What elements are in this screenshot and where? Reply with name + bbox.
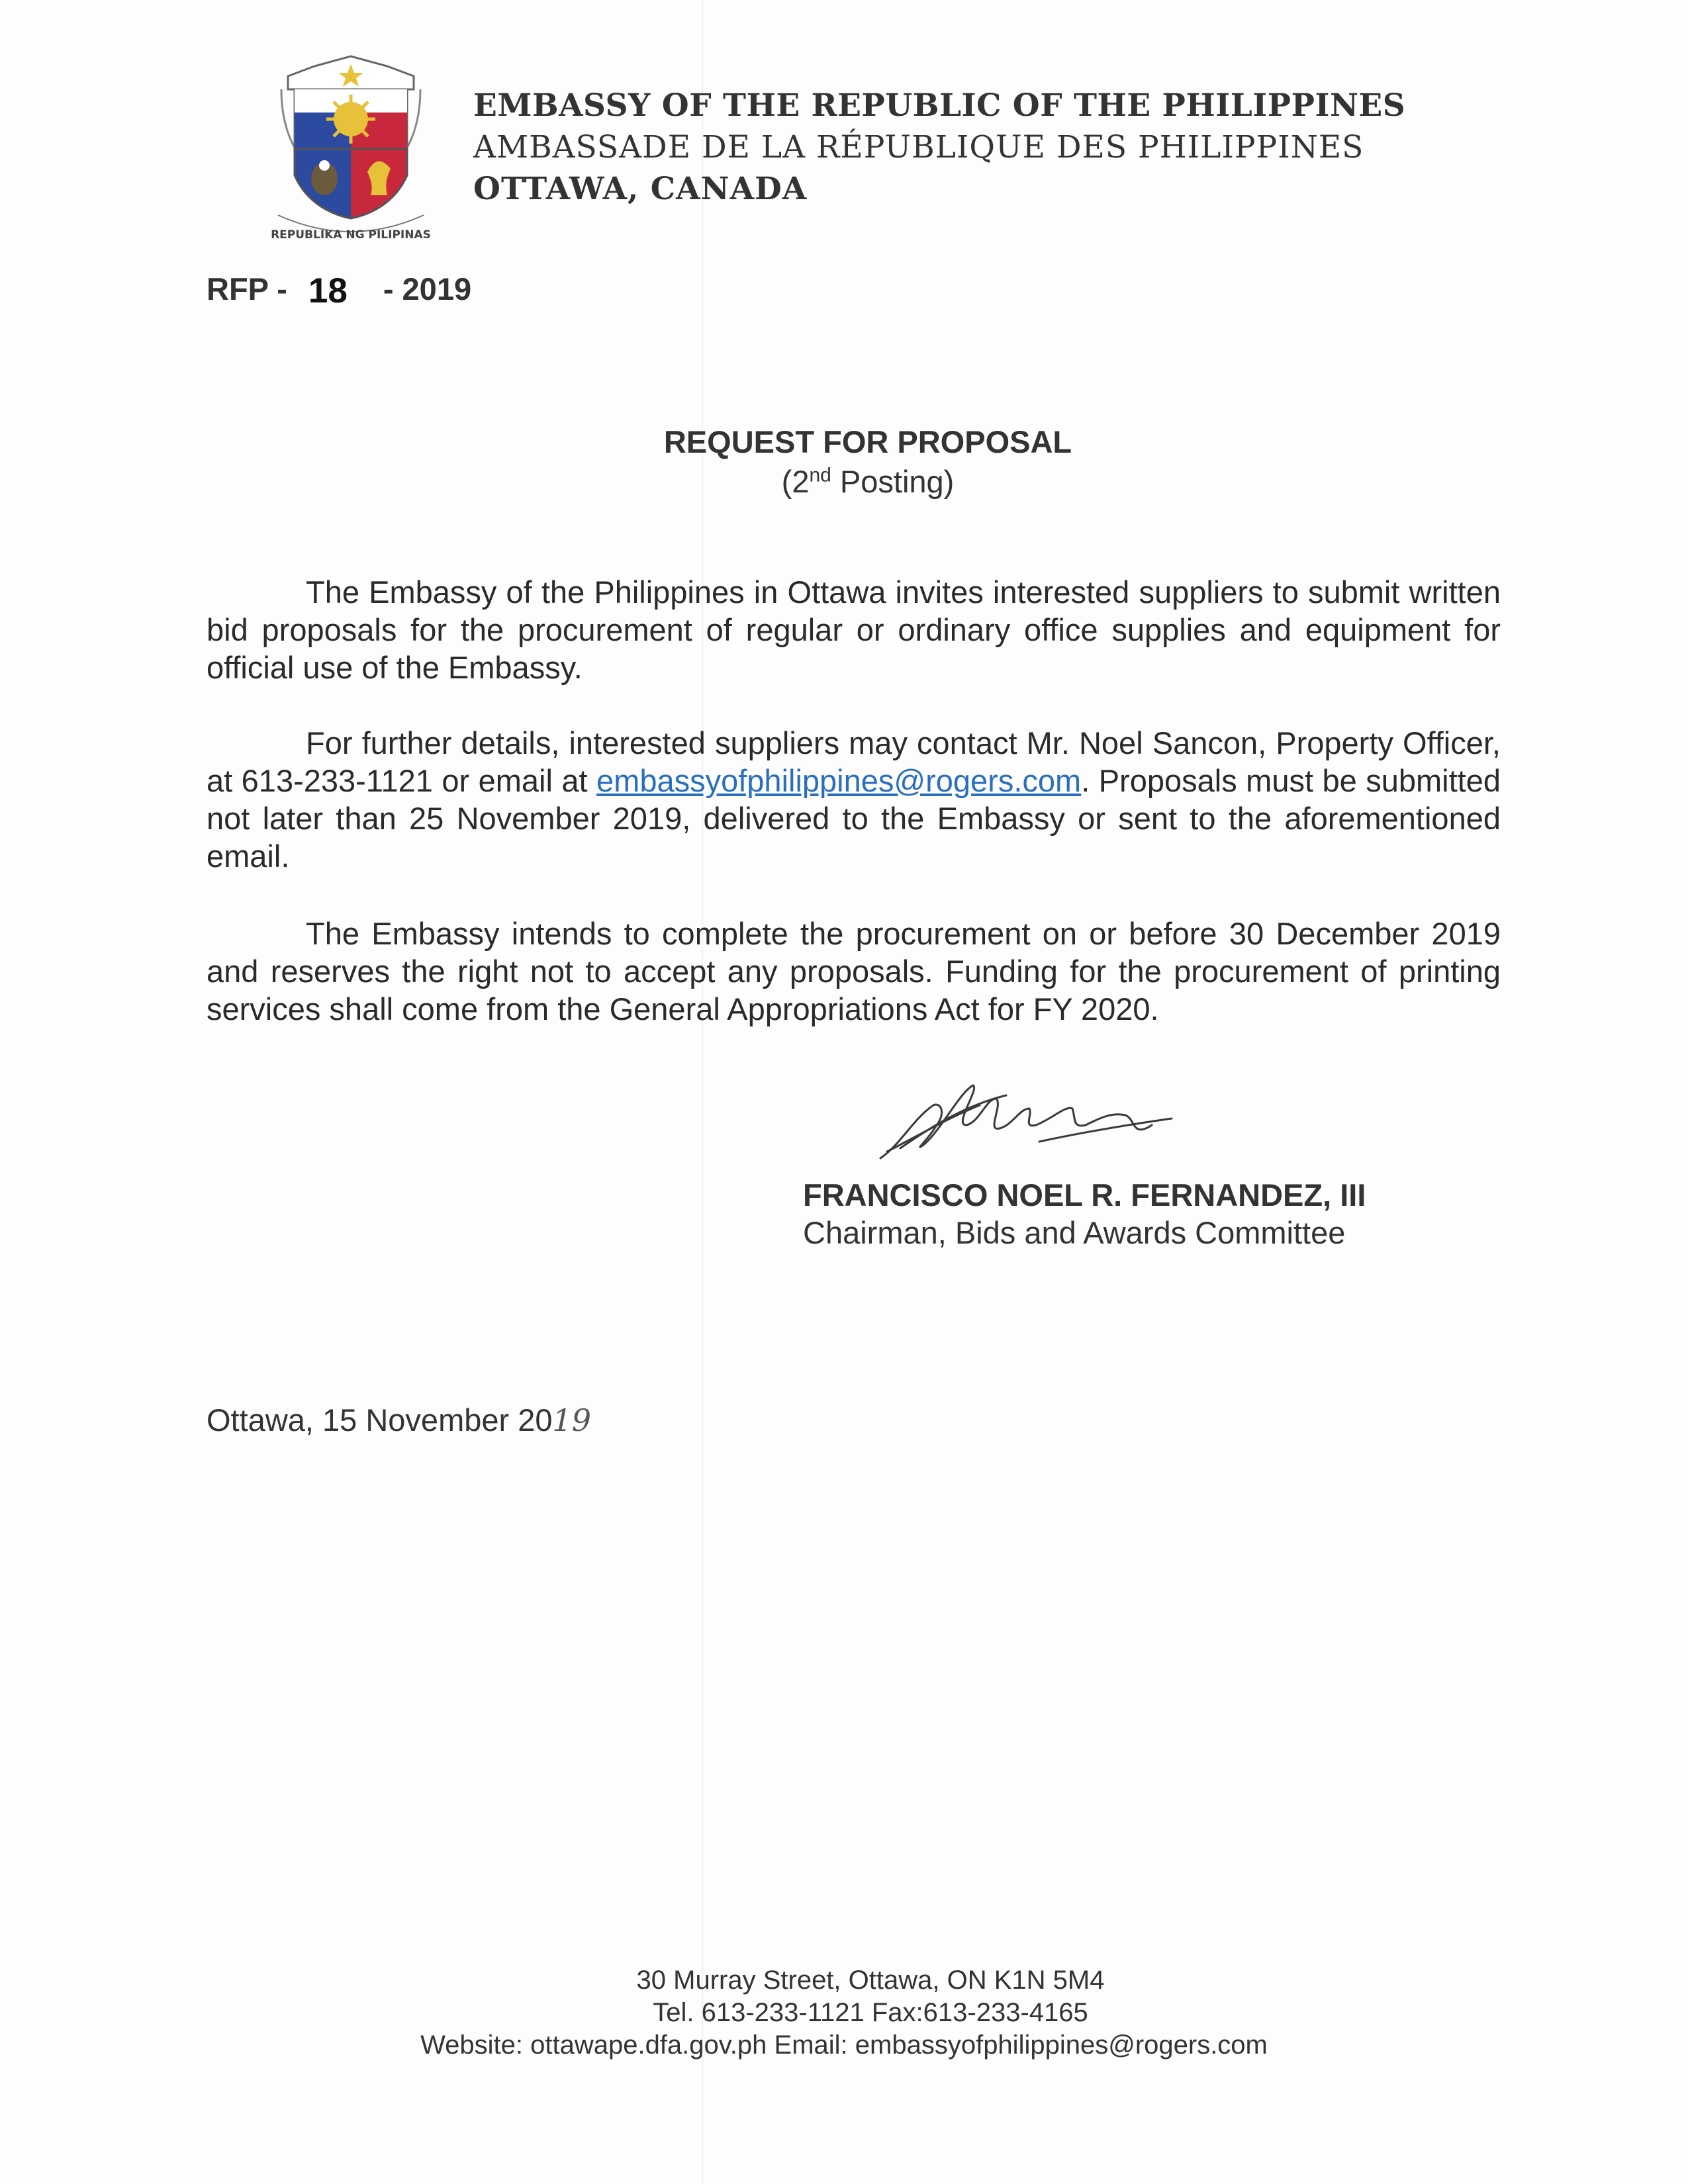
date-handwritten: 19: [552, 1402, 592, 1438]
page-subtitle: (2nd Posting): [781, 464, 955, 499]
footer-web: Website: ottawape.dfa.gov.ph Email: embassyofphilippines@rogers.com: [420, 2030, 1268, 2060]
footer-address: 30 Murray Street, Ottawa, ON K1N 5M4: [636, 1966, 1105, 1995]
signatory-name: FRANCISCO NOEL R. FERNANDEZ, III: [803, 1177, 1366, 1212]
svg-text:REPUBLIKA NG PILIPINAS: REPUBLIKA NG PILIPINAS: [271, 228, 431, 242]
scan-artifact: [702, 0, 703, 2184]
date-line: [207, 1402, 591, 1438]
rfp-suffix: - 2019: [383, 271, 472, 306]
signatory-title: Chairman, Bids and Awards Committee: [803, 1215, 1346, 1250]
rfp-reference: [207, 268, 471, 308]
footer-phone: Tel. 613-233-1121 Fax:613-233-4165: [653, 1998, 1088, 2027]
letterhead-line3: OTTAWA, CANADA: [473, 171, 808, 207]
date-printed: Ottawa, 15 November 20: [207, 1402, 553, 1437]
body-paragraph-1: The Embassy of the Philippines in Ottawa invites interested suppliers to submit written bid proposals for the procurement of regular or ordinary office supplies and equipment for official use of the Embassy.: [207, 574, 1501, 685]
rfp-prefix: RFP -: [207, 271, 287, 306]
page-title: REQUEST FOR PROPOSAL: [663, 424, 1072, 459]
letterhead-line2: AMBASSADE DE LA RÉPUBLIQUE DES PHILIPPINES: [473, 129, 1364, 165]
rfp-number: 18: [308, 271, 348, 310]
body-paragraph-3: The Embassy intends to complete the procurement on or before 30 December 2019 and reserves the right not to accept any proposals. Funding for the procurement of printing services shall come from the General Appropriations Act for FY 2020.: [207, 916, 1501, 1026]
email-link[interactable]: embassyofphilippines@rogers.com: [596, 763, 1082, 798]
body-paragraph-2: For further details, interested suppliers may contact Mr. Noel Sancon, Property Officer, at 613-233-1121 or email at embassyofphilippines@rogers.com. Proposals must be submitted not later than 25 November 2019, delivered to the Embassy or sent to the aforementioned email.: [207, 725, 1501, 874]
philippine-coat-of-arms-icon: [261, 50, 440, 248]
handwritten-signature: [874, 1079, 1178, 1171]
letterhead-line1: EMBASSY OF THE REPUBLIC OF THE PHILIPPINES: [473, 87, 1406, 124]
